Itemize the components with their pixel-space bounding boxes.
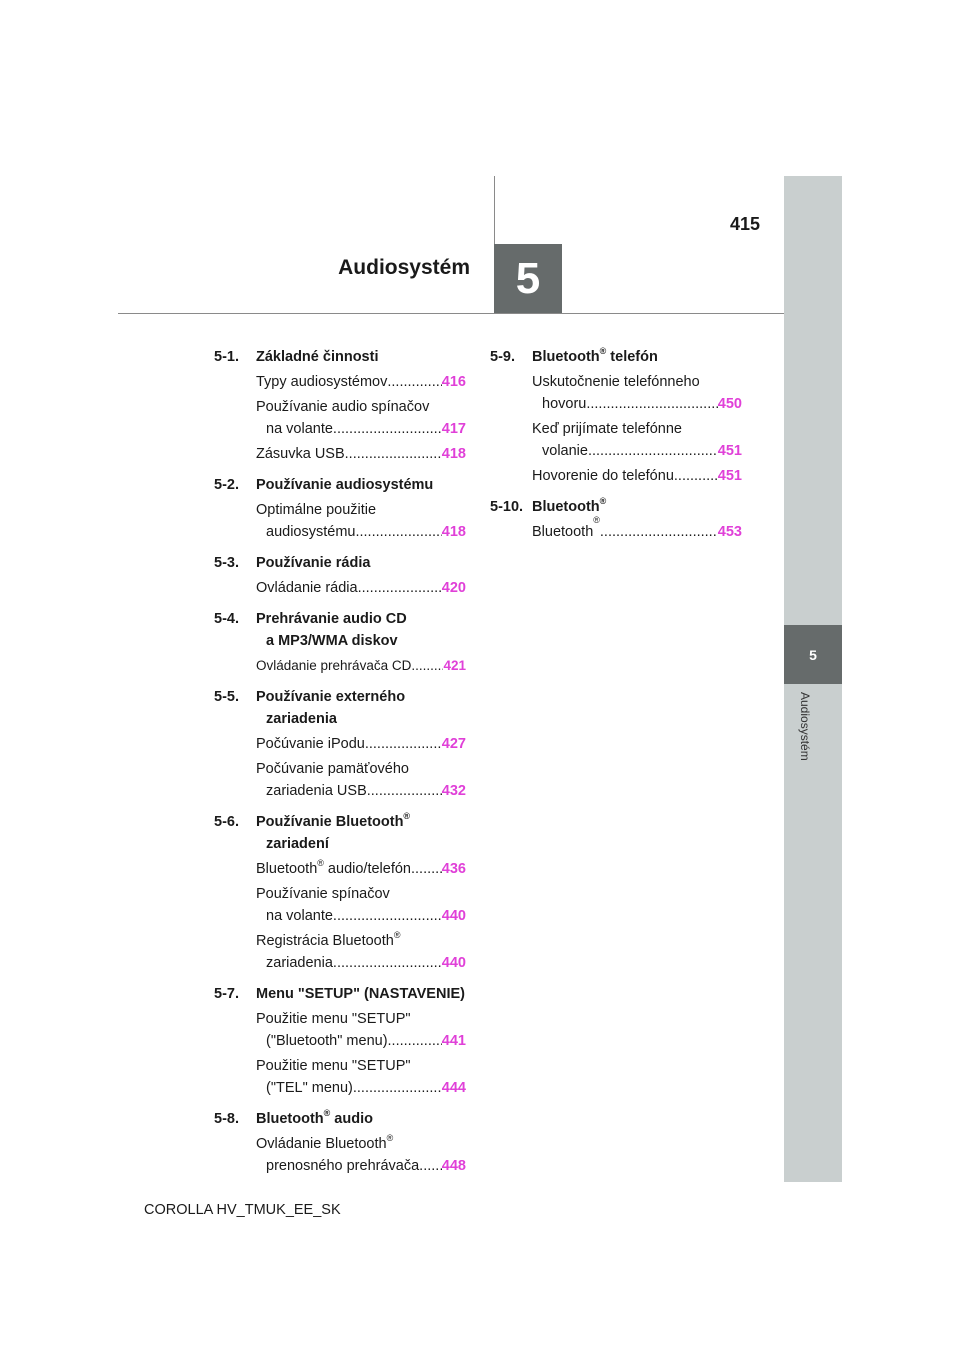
section-title-line <box>256 811 411 830</box>
toc-entry-line <box>256 655 466 677</box>
section-title-line: Používanie rádia <box>256 555 371 571</box>
section-number: 5-4. <box>214 611 239 627</box>
page-link: 432 <box>441 783 466 799</box>
section-title-line <box>256 689 405 705</box>
toc-entry-line <box>532 465 742 487</box>
section-title-line: Bluetooth <box>532 499 600 515</box>
toc-entry-line <box>256 930 466 952</box>
toc-entry-line <box>256 521 466 543</box>
toc-entry-line <box>256 780 466 802</box>
toc-entry-line <box>256 758 466 780</box>
toc-entry-text: Ovládanie rádia <box>256 580 358 596</box>
section-title <box>256 1108 466 1130</box>
toc-entry-text: na volante <box>266 908 333 924</box>
section-title <box>256 474 466 496</box>
toc-entry <box>256 1133 466 1177</box>
toc-entry-line <box>532 440 742 462</box>
section-title <box>256 552 466 574</box>
toc-section-heading <box>214 552 466 574</box>
section-number: 5-7. <box>214 986 239 1002</box>
section-title <box>256 983 466 1005</box>
toc-column-left <box>214 346 466 1177</box>
toc-entry-line <box>256 1077 466 1099</box>
dot-leader <box>353 1077 442 1099</box>
registered-mark: ® <box>599 346 607 357</box>
toc-entry-text: Ovládanie Bluetooth <box>256 1136 387 1152</box>
toc-section-heading <box>214 608 466 652</box>
section-number: 5-8. <box>214 1111 239 1127</box>
toc-entry <box>256 930 466 974</box>
toc-entry-line <box>256 443 466 465</box>
page-number: 415 <box>730 214 761 234</box>
registered-mark: ® <box>323 1108 331 1119</box>
page-link: 417 <box>441 421 466 437</box>
dot-leader <box>588 440 718 462</box>
toc-entry-line <box>256 577 466 599</box>
toc-section-heading <box>490 346 742 368</box>
chapter-number: 5 <box>494 244 562 313</box>
toc-entry-text: ("TEL" menu) <box>266 1080 353 1096</box>
toc-entry <box>256 883 466 927</box>
toc-entry-line <box>532 393 742 415</box>
toc-entry-text: audiosystému <box>266 524 356 540</box>
toc-entry-text: ("Bluetooth" menu) <box>266 1033 388 1049</box>
section-title-line <box>256 611 407 627</box>
section-number: 5-1. <box>214 349 239 365</box>
dot-leader <box>365 733 442 755</box>
section-title-line: a MP3/WMA diskov <box>266 633 398 649</box>
section-title-line: zariadenia <box>266 711 337 727</box>
toc-entry-text: Použitie menu "SETUP" <box>256 1011 411 1027</box>
toc-entry-text: na volante <box>266 421 333 437</box>
footer-model-code: COROLLA HV_TMUK_EE_SK <box>144 1202 341 1218</box>
toc-entry-text: Keď prijímate telefónne <box>532 421 682 437</box>
dot-leader <box>411 655 443 677</box>
toc-entry-line <box>256 858 466 880</box>
page-link: 418 <box>441 524 466 540</box>
page-link: 418 <box>441 446 466 462</box>
section-number: 5-10. <box>490 499 524 515</box>
toc-entry-text: Zásuvka USB <box>256 446 345 462</box>
page-link: 451 <box>717 443 742 459</box>
page-link: 450 <box>717 396 742 412</box>
section-title <box>256 608 466 652</box>
section-title-line: zariadení <box>266 836 329 852</box>
section-title-line: Používanie audiosystému <box>256 477 434 493</box>
toc-entry <box>256 655 466 677</box>
toc-section-heading <box>214 983 466 1005</box>
toc-entry-text: Uskutočnenie telefónneho <box>532 374 700 390</box>
toc-entry <box>256 499 466 543</box>
dot-leader <box>345 443 442 465</box>
toc-entry <box>256 733 466 755</box>
toc-entry <box>256 758 466 802</box>
toc-entry-text: volanie <box>542 443 588 459</box>
toc-entry <box>256 443 466 465</box>
section-number: 5-5. <box>214 689 239 705</box>
section-title-line <box>256 477 433 493</box>
section-title <box>532 496 742 518</box>
side-tab-number: 5 <box>784 625 842 684</box>
section-title <box>256 346 466 368</box>
registered-mark: ® <box>403 811 411 822</box>
toc-entry <box>532 371 742 415</box>
section-title <box>256 686 466 730</box>
toc-entry-text: Typy audiosystémov <box>256 374 388 390</box>
section-title-line: Používanie externého <box>256 689 406 705</box>
toc-entry <box>256 371 466 393</box>
toc-column-right <box>490 346 742 543</box>
toc-entry <box>256 396 466 440</box>
toc-entry-line <box>256 396 466 418</box>
section-number: 5-6. <box>214 814 239 830</box>
page-link: 441 <box>441 1033 466 1049</box>
page-link: 421 <box>443 658 466 673</box>
header-horizontal-rule <box>118 313 784 314</box>
section-title-text: telefón <box>606 349 658 365</box>
toc-entry-line <box>256 952 466 974</box>
registered-mark: ® <box>386 1133 394 1144</box>
section-number: 5-9. <box>490 349 515 365</box>
page-link: 440 <box>441 955 466 971</box>
dot-leader <box>388 1030 442 1052</box>
section-title <box>532 346 742 368</box>
dot-leader <box>411 858 442 880</box>
toc-entry-text: Bluetooth <box>532 524 594 540</box>
section-title-line <box>256 349 378 365</box>
toc-section-heading <box>214 346 466 368</box>
toc-entry-text <box>256 858 411 880</box>
toc-section-heading <box>490 496 742 518</box>
page-link: 440 <box>441 908 466 924</box>
page-link: 436 <box>441 861 466 877</box>
section-title-line <box>256 986 465 1002</box>
toc-entry-line <box>256 883 466 905</box>
header-vertical-rule <box>494 176 495 244</box>
toc-entry <box>256 577 466 599</box>
toc-entry <box>532 418 742 462</box>
dot-leader <box>600 521 718 543</box>
toc-entry-text: Počúvanie iPodu <box>256 736 365 752</box>
section-title-line: Prehrávanie audio CD <box>256 611 407 627</box>
page-link: 444 <box>441 1080 466 1096</box>
section-title-line <box>532 496 607 515</box>
toc-entry-line <box>532 371 742 393</box>
toc-entry-line <box>256 1133 466 1155</box>
toc-entry-text: Používanie spínačov <box>256 886 390 902</box>
section-title <box>256 811 466 855</box>
dot-leader <box>367 780 442 802</box>
toc-entry <box>532 515 742 543</box>
toc-entry-line <box>256 1008 466 1030</box>
toc-entry-text: Bluetooth <box>256 861 318 877</box>
registered-mark: ® <box>593 515 600 525</box>
dot-leader <box>333 418 442 440</box>
registered-mark: ® <box>317 858 324 869</box>
section-title-text: audio <box>330 1111 373 1127</box>
page-link: 420 <box>441 580 466 596</box>
toc-entry-line <box>256 1030 466 1052</box>
toc-entry <box>256 1008 466 1052</box>
toc-entry-text: Optimálne použitie <box>256 502 377 518</box>
dot-leader <box>333 952 442 974</box>
section-number: 5-2. <box>214 477 239 493</box>
toc-section-heading <box>214 1108 466 1130</box>
toc-section-heading <box>214 474 466 496</box>
section-title-text: Bluetooth <box>532 349 600 365</box>
page-link: 416 <box>441 374 466 390</box>
toc-entry <box>532 465 742 487</box>
toc-entry <box>256 1055 466 1099</box>
toc-entry-line <box>256 1055 466 1077</box>
toc-entry-text: prenosného prehrávača <box>266 1158 420 1174</box>
toc-entry-line <box>256 499 466 521</box>
registered-mark: ® <box>393 930 401 941</box>
dot-leader <box>358 577 442 599</box>
toc-entry-line <box>256 1155 466 1177</box>
toc-entry-line <box>256 905 466 927</box>
toc-entry-line <box>256 733 466 755</box>
dot-leader <box>586 393 717 415</box>
side-tab-label: Audiosystém <box>798 692 812 761</box>
toc-entry-text: audio/telefón <box>323 861 411 877</box>
dot-leader <box>355 521 441 543</box>
registered-mark: ® <box>599 496 607 507</box>
toc-section-heading <box>214 686 466 730</box>
toc-entry-line <box>256 371 466 393</box>
toc-entry-line <box>532 515 742 543</box>
toc-entry-text: Používanie audio spínačov <box>256 399 430 415</box>
page-link: 427 <box>441 736 466 752</box>
section-title-line: Menu "SETUP" (NASTAVENIE) <box>256 986 465 1002</box>
toc-entry-text: Hovorenie do telefónu <box>532 468 674 484</box>
toc-entry-text: Použitie menu "SETUP" <box>256 1058 411 1074</box>
page-link: 451 <box>717 468 742 484</box>
chapter-title: Audiosystém <box>338 256 470 279</box>
dot-leader <box>333 905 442 927</box>
toc-entry-line <box>256 418 466 440</box>
toc-entry-line <box>532 418 742 440</box>
toc-entry-text: zariadenia <box>266 955 333 971</box>
dot-leader <box>419 1155 442 1177</box>
section-title-text: Bluetooth <box>256 1111 324 1127</box>
section-title-line: Používanie Bluetooth <box>256 814 404 830</box>
toc-section-heading <box>214 811 466 855</box>
section-number: 5-3. <box>214 555 239 571</box>
toc-entry-text: Ovládanie prehrávača CD <box>256 658 412 673</box>
toc-entry <box>256 858 466 880</box>
page-link: 453 <box>717 524 742 540</box>
dot-leader <box>387 371 441 393</box>
toc-entry-text: Počúvanie pamäťového <box>256 761 409 777</box>
page-link: 448 <box>441 1158 466 1174</box>
dot-leader <box>674 465 718 487</box>
toc-entry-text: zariadenia USB <box>266 783 367 799</box>
toc-entry-text: hovoru <box>542 396 587 412</box>
toc-entry-text: Registrácia Bluetooth <box>256 933 394 949</box>
section-title-line <box>256 555 370 571</box>
section-title-line: Základné činnosti <box>256 349 379 365</box>
